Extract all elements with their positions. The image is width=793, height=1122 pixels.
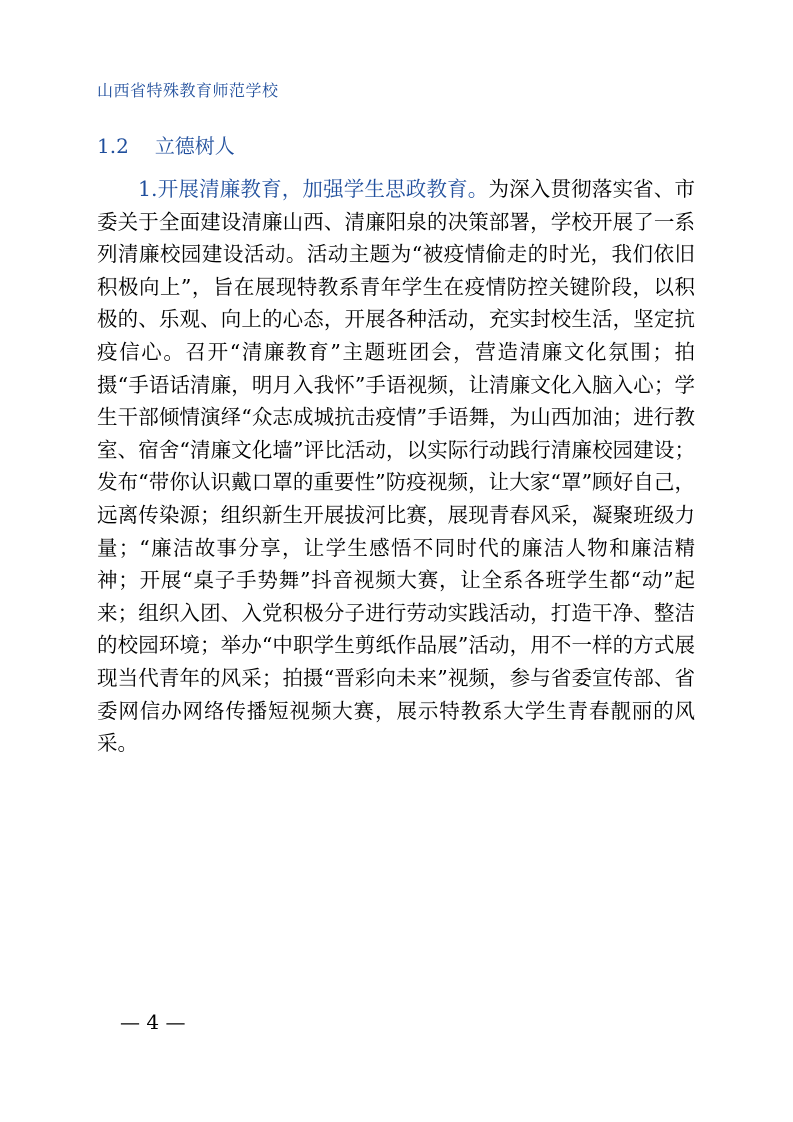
section-heading bbox=[97, 130, 235, 159]
section-title: 立德树人 bbox=[154, 134, 235, 158]
paragraph-body: 为深入贯彻落实省、市委关于全面建设清廉山西、清廉阳泉的决策部署，学校开展了一系列清廉校园建设活动。活动主题为“被疫情偷走的时光，我们依旧积极向上”，旨在展现特教系青年学生在疫情防控关键阶段，以积极的、乐观、向上的心态，开展各种活动，充实封校生活，坚定抗疫信心。召开“清廉教育”主题班团会，营造清廉文化氛围；拍摄“手语话清廉，明月入我怀”手语视频，让清廉文化入脑入心；学生干部倾情演绎“众志成城抗击疫情”手语舞，为山西加油；进行教室、宿舍“清廉文化墙”评比活动，以实际行动践行清廉校园建设；发布“带你认识戴口罩的重要性”防疫视频，让大家“罩”顾好自己，远离传染源；组织新生开展拔河比赛，展现青春风采，凝聚班级力量；“廉洁故事分享，让学生感悟不同时代的廉洁人物和廉洁精神；开展“桌子手势舞”抖音视频大赛，让全系各班学生都“动”起来；组织入团、入党积极分子进行劳动实践活动，打造干净、整洁的校园环境；举办“中职学生剪纸作品展”活动，用不一样的方式展现当代青年的风采；拍摄“晋彩向未来”视频，参与省委宣传部、省委网信办网络传播短视频大赛，展示特教系大学生青春靓丽的风采。 bbox=[97, 177, 696, 756]
body-paragraph bbox=[97, 173, 695, 760]
paragraph-lead: 1.开展清廉教育，加强学生思政教育。 bbox=[138, 177, 489, 201]
organization-name: 山西省特殊教育师范学校 bbox=[97, 81, 279, 100]
page-number: — 4 — bbox=[120, 1010, 186, 1034]
section-number: 1.2 bbox=[97, 134, 129, 158]
